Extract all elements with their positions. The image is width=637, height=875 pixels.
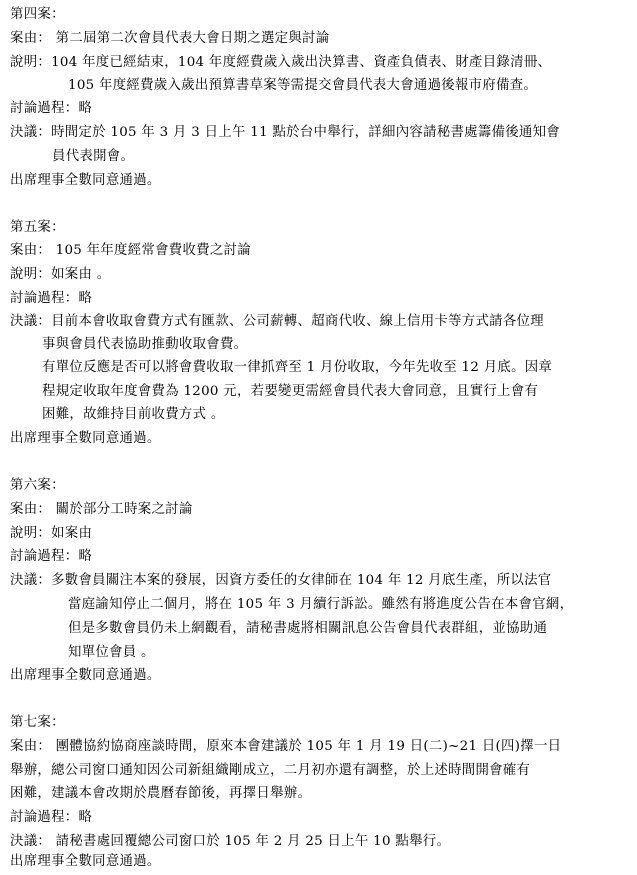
case6-title: 第六案：: [10, 478, 65, 493]
case5-process: 討論過程：略: [10, 291, 93, 306]
case4-process: 討論過程：略: [10, 101, 93, 116]
case4-result: 出席理事全數同意通過。: [10, 173, 161, 188]
case4-title: 第四案：: [10, 7, 65, 22]
case6-result: 出席理事全數同意通過。: [10, 668, 161, 683]
case6-decision-line2: 當庭諭知停止二個月，將在 105 年 3 月續行訴訟。雖然有將進度公告在本會官網，: [68, 597, 574, 612]
case4-explain-line1: 說明：104 年度已經結束，104 年度經費歲入歲出決算書、資產負債表、財產目錄清冊、: [10, 55, 552, 70]
case6-explain: 說明：如案由: [10, 526, 93, 541]
case6-reason: 案由： 關於部分工時案之討論: [10, 502, 193, 517]
case7-decision: 決議： 請秘書處回覆總公司窗口於 105 年 2 月 25 日上午 10 點舉行。: [10, 834, 451, 849]
case7-process: 討論過程：略: [10, 810, 93, 825]
case7-reason-line1: 案由： 團體協約協商座談時間，原來本會建議於 105 年 1 月 19 日(二)~21 日(四)擇一日: [10, 739, 562, 754]
case7-reason-line2: 舉辦，總公司窗口通知因公司新組織剛成立，二月初亦還有調整，於上述時間開會確有: [10, 763, 531, 778]
case5-explain: 說明：如案由 。: [10, 267, 111, 282]
case4-explain-line2: 105 年度經費歲入歲出預算書草案等需提交會員代表大會通過後報市府備查。: [68, 78, 538, 93]
case7-title: 第七案：: [10, 715, 65, 730]
case4-reason: 案由： 第二屆第二次會員代表大會日期之選定與討論: [10, 31, 330, 46]
case6-decision-line1: 決議：多數會員關注本案的發展，因資方委任的女律師在 104 年 12 月底生產，所以法官: [10, 573, 552, 588]
case5-decision-line2: 事與會員代表協助推動收取會費。: [42, 337, 248, 352]
case5-decision-line4: 程規定收取年度會費為 1200 元，若要變更需經會員代表大會同意，且實行上會有: [42, 384, 539, 399]
case4-decision-line1: 決議：時間定於 105 年 3 月 3 日上午 11 點於台中舉行，詳細內容請秘書處籌備後通知會: [10, 125, 560, 140]
case7-reason-line3: 困難，建議本會改期於農曆春節後，再擇日舉辦。: [10, 786, 312, 801]
case5-title: 第五案：: [10, 220, 65, 235]
case5-reason: 案由： 105 年年度經常會費收費之討論: [10, 243, 251, 258]
case6-decision-line4: 知單位會員 。: [68, 645, 155, 660]
case6-decision-line3: 但是多數會員仍未上網觀看，請秘書處將相關訊息公告會員代表群組，並協助通: [68, 621, 548, 636]
case4-decision-line2: 員代表開會。: [52, 149, 135, 164]
case5-decision-line5: 困難，故維持目前收費方式 。: [42, 407, 225, 422]
case5-decision-line1: 決議：目前本會收取會費方式有匯款、公司薪轉、超商代收、線上信用卡等方式請各位理: [10, 314, 544, 329]
case5-result: 出席理事全數同意通過。: [10, 431, 161, 446]
case6-process: 討論過程：略: [10, 549, 93, 564]
case7-result: 出席理事全數同意通過。: [10, 854, 161, 869]
case5-decision-line3: 有單位反應是否可以將會費收取一律抓齊至 1 月份收取，今年先收至 12 月底。因章: [42, 360, 553, 375]
